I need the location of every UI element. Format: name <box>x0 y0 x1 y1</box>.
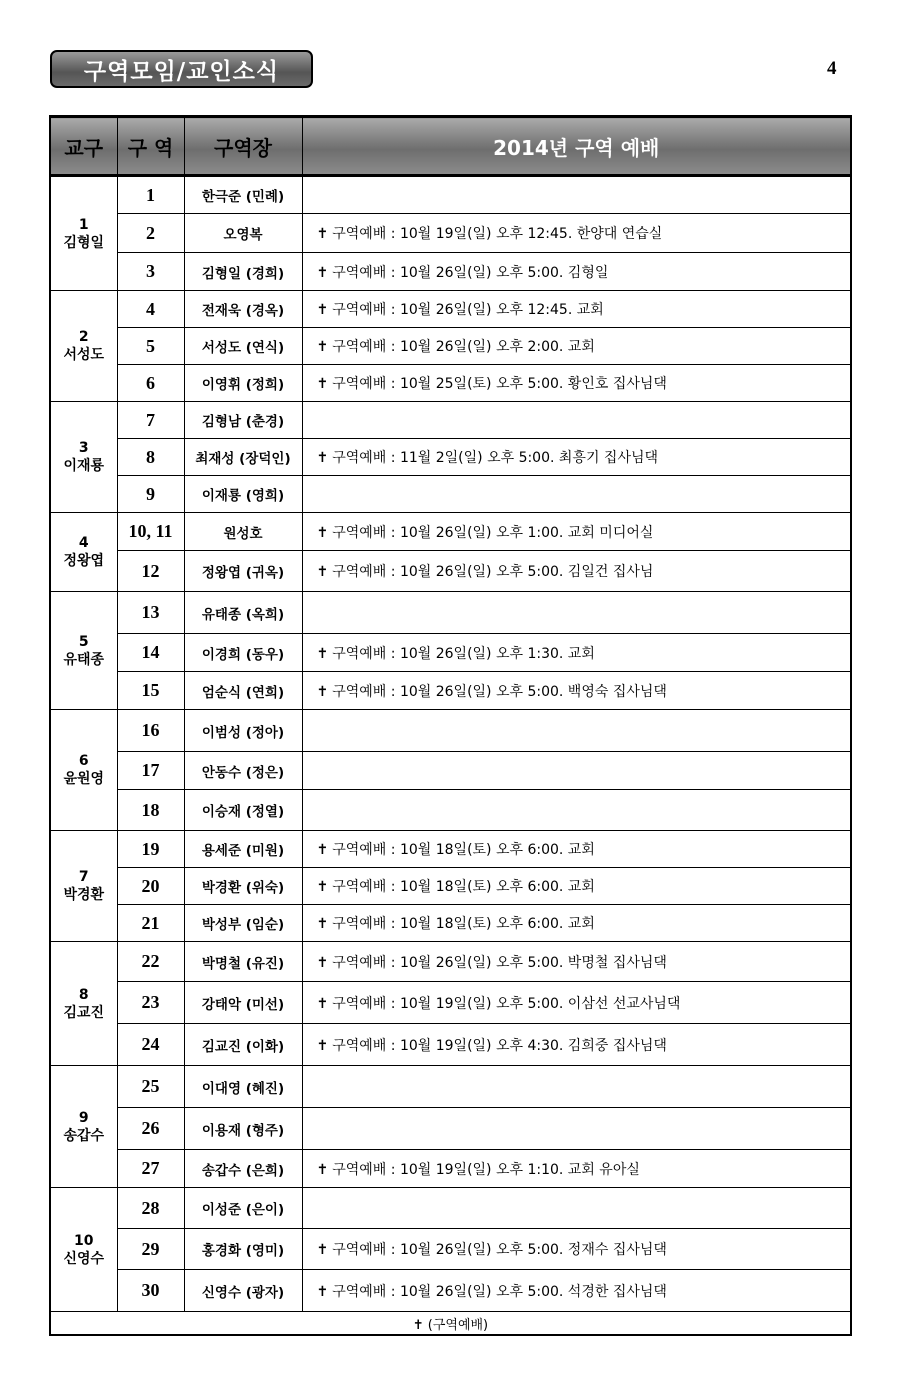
worship-schedule-cell <box>302 942 851 982</box>
district-leader: 이범성 (정아) <box>184 710 302 752</box>
parish-number: 1 <box>78 216 89 233</box>
worship-schedule: 구역예배 : 10월 26일(일) 오후 5:00. 박명철 집사님댁 <box>332 954 667 971</box>
parish-leader: 신영수 <box>63 1250 105 1267</box>
district-leader: 원성호 <box>184 513 302 551</box>
parish-number: 6 <box>78 753 89 769</box>
parish-cell <box>50 592 117 710</box>
district-leader: 김형일 (경희) <box>184 253 302 291</box>
parish-number: 3 <box>78 440 89 456</box>
district-leader: 홍경화 (영미) <box>184 1229 302 1270</box>
parish-cell <box>50 1188 117 1312</box>
parish-cell <box>50 710 117 831</box>
parish-leader: 이재룡 <box>63 458 105 474</box>
table-row <box>50 1150 851 1188</box>
cross-icon: ✝ <box>412 1317 424 1333</box>
district-number: 21 <box>117 905 184 942</box>
district-leader: 서성도 (연식) <box>184 328 302 365</box>
worship-schedule-cell <box>302 1270 851 1312</box>
district-number: 2 <box>117 214 184 253</box>
worship-schedule: 구역예배 : 10월 19일(일) 오후 5:00. 이삼선 선교사님댁 <box>332 995 681 1012</box>
parish-number: 8 <box>78 986 89 1003</box>
district-number: 10, 11 <box>117 513 184 551</box>
worship-schedule-cell <box>302 672 851 710</box>
table-row <box>50 214 851 253</box>
parish-number: 5 <box>78 633 89 650</box>
parish-leader: 유태종 <box>63 651 105 668</box>
district-leader: 박성부 (임순) <box>184 905 302 942</box>
district-leader: 이용재 (형주) <box>184 1108 302 1150</box>
district-number: 14 <box>117 634 184 672</box>
district-number: 19 <box>117 831 184 868</box>
table-row <box>50 1188 851 1229</box>
district-leader: 이대영 (혜진) <box>184 1066 302 1108</box>
parish-cell <box>50 402 117 513</box>
district-number: 24 <box>117 1024 184 1066</box>
footer-legend-cell <box>50 1312 851 1336</box>
district-number: 7 <box>117 402 184 439</box>
table-row <box>50 831 851 868</box>
table-row <box>50 1108 851 1150</box>
district-number: 16 <box>117 710 184 752</box>
district-number: 30 <box>117 1270 184 1312</box>
district-number: 3 <box>117 253 184 291</box>
district-leader: 오영복 <box>184 214 302 253</box>
district-worship-table <box>49 115 852 1336</box>
cross-icon: ✝ <box>316 376 329 392</box>
worship-schedule-cell <box>302 790 851 831</box>
worship-schedule: 구역예배 : 10월 26일(일) 오후 5:00. 김일건 집사님 <box>332 564 654 580</box>
table-row <box>50 328 851 365</box>
cross-icon: ✝ <box>316 954 329 971</box>
table-row <box>50 551 851 592</box>
worship-schedule-cell <box>302 291 851 328</box>
district-number: 28 <box>117 1188 184 1229</box>
cross-icon: ✝ <box>316 995 329 1012</box>
district-number: 4 <box>117 291 184 328</box>
parish-cell <box>50 1066 117 1188</box>
footer-row <box>50 1312 851 1336</box>
cross-icon: ✝ <box>316 842 329 858</box>
district-leader: 전재욱 (경옥) <box>184 291 302 328</box>
table-row <box>50 982 851 1024</box>
table-row <box>50 905 851 942</box>
worship-schedule: 구역예배 : 10월 19일(일) 오후 1:10. 교회 유아실 <box>332 1161 640 1178</box>
parish-cell <box>50 513 117 592</box>
district-leader: 박경환 (위숙) <box>184 868 302 905</box>
district-number: 5 <box>117 328 184 365</box>
footer-legend: (구역예배) <box>427 1317 489 1333</box>
worship-schedule-cell <box>302 214 851 253</box>
district-leader: 유태종 (옥희) <box>184 592 302 634</box>
parish-cell <box>50 942 117 1066</box>
page-number: 4 <box>827 58 837 79</box>
parish-leader: 김교진 <box>63 1004 105 1021</box>
district-leader: 강태악 (미선) <box>184 982 302 1024</box>
district-number: 6 <box>117 365 184 402</box>
cross-icon: ✝ <box>316 645 329 662</box>
table-row <box>50 253 851 291</box>
district-leader: 정왕엽 (귀옥) <box>184 551 302 592</box>
worship-schedule-cell <box>302 551 851 592</box>
table-row <box>50 634 851 672</box>
district-number: 12 <box>117 551 184 592</box>
worship-schedule: 구역예배 : 10월 19일(일) 오후 12:45. 한양대 연습실 <box>332 226 663 242</box>
table-row <box>50 513 851 551</box>
worship-schedule-cell <box>302 1066 851 1108</box>
worship-schedule-cell <box>302 476 851 513</box>
district-leader: 이재룡 (영희) <box>184 476 302 513</box>
district-leader: 이승재 (정열) <box>184 790 302 831</box>
table-row <box>50 1270 851 1312</box>
table-row <box>50 868 851 905</box>
cross-icon: ✝ <box>316 1037 329 1054</box>
worship-schedule: 구역예배 : 10월 26일(일) 오후 1:00. 교회 미디어실 <box>332 524 654 541</box>
district-number: 29 <box>117 1229 184 1270</box>
district-number: 20 <box>117 868 184 905</box>
parish-cell <box>50 176 117 291</box>
cross-icon: ✝ <box>316 450 329 466</box>
worship-schedule-cell <box>302 328 851 365</box>
worship-schedule: 구역예배 : 11월 2일(일) 오후 5:00. 최흥기 집사님댁 <box>332 450 659 466</box>
parish-number: 7 <box>78 869 89 885</box>
cross-icon: ✝ <box>316 879 329 895</box>
district-number: 9 <box>117 476 184 513</box>
worship-schedule-cell <box>302 1150 851 1188</box>
worship-schedule-cell <box>302 253 851 291</box>
worship-schedule-cell <box>302 868 851 905</box>
district-number: 15 <box>117 672 184 710</box>
worship-schedule: 구역예배 : 10월 25일(토) 오후 5:00. 황인호 집사님댁 <box>332 376 667 392</box>
cross-icon: ✝ <box>316 524 329 541</box>
col-header-district: 구 역 <box>117 117 184 176</box>
section-title: 구역모임/교인소식 <box>83 57 280 85</box>
cross-icon: ✝ <box>316 564 329 580</box>
district-leader: 이경희 (동우) <box>184 634 302 672</box>
worship-schedule-cell <box>302 176 851 214</box>
parish-number: 10 <box>74 1232 94 1249</box>
worship-schedule-cell <box>302 905 851 942</box>
worship-schedule-cell <box>302 513 851 551</box>
parish-number: 9 <box>78 1109 89 1126</box>
worship-schedule: 구역예배 : 10월 26일(일) 오후 5:00. 김형일 <box>332 264 609 281</box>
district-leader: 용세준 (미원) <box>184 831 302 868</box>
parish-leader: 송갑수 <box>63 1127 105 1144</box>
table-body <box>50 176 851 1312</box>
cross-icon: ✝ <box>316 1283 329 1300</box>
worship-schedule-cell <box>302 634 851 672</box>
district-leader: 최재성 (장덕인) <box>184 439 302 476</box>
table-row <box>50 790 851 831</box>
parish-leader: 정왕엽 <box>63 553 105 569</box>
worship-schedule-cell <box>302 365 851 402</box>
col-header-district-leader: 구역장 <box>184 117 302 176</box>
col-header-parish: 교구 <box>50 117 117 176</box>
cross-icon: ✝ <box>316 302 329 318</box>
district-leader: 이영휘 (정희) <box>184 365 302 402</box>
table-row <box>50 1229 851 1270</box>
district-leader: 안동수 (정은) <box>184 752 302 790</box>
table-row <box>50 1066 851 1108</box>
cross-icon: ✝ <box>316 1161 329 1178</box>
district-number: 23 <box>117 982 184 1024</box>
worship-schedule-cell <box>302 1229 851 1270</box>
table-row <box>50 176 851 214</box>
district-number: 22 <box>117 942 184 982</box>
cross-icon: ✝ <box>316 264 329 281</box>
table-row <box>50 752 851 790</box>
worship-schedule: 구역예배 : 10월 19일(일) 오후 4:30. 김희중 집사님댁 <box>332 1037 667 1054</box>
worship-schedule-cell <box>302 982 851 1024</box>
cross-icon: ✝ <box>316 226 329 242</box>
table-row <box>50 672 851 710</box>
worship-schedule-cell <box>302 1108 851 1150</box>
parish-leader: 윤원영 <box>63 771 105 787</box>
table-header-row <box>50 117 851 176</box>
worship-schedule: 구역예배 : 10월 26일(일) 오후 12:45. 교회 <box>332 302 604 318</box>
district-number: 18 <box>117 790 184 831</box>
table-row <box>50 942 851 982</box>
district-number: 26 <box>117 1108 184 1150</box>
district-number: 8 <box>117 439 184 476</box>
parish-leader: 서성도 <box>63 347 105 363</box>
district-leader: 엄순식 (연희) <box>184 672 302 710</box>
worship-schedule-cell <box>302 752 851 790</box>
table-row <box>50 365 851 402</box>
worship-schedule-cell <box>302 402 851 439</box>
worship-schedule-cell <box>302 439 851 476</box>
parish-cell <box>50 291 117 402</box>
cross-icon: ✝ <box>316 339 329 355</box>
worship-schedule: 구역예배 : 10월 18일(토) 오후 6:00. 교회 <box>332 842 595 858</box>
col-header-worship: 2014년 구역 예배 <box>302 117 851 176</box>
parish-number: 4 <box>78 535 89 551</box>
table-row <box>50 291 851 328</box>
cross-icon: ✝ <box>316 916 329 932</box>
district-number: 27 <box>117 1150 184 1188</box>
worship-schedule: 구역예배 : 10월 26일(일) 오후 5:00. 백영숙 집사님댁 <box>332 683 667 700</box>
district-leader: 한극준 (민례) <box>184 176 302 214</box>
parish-number: 2 <box>78 329 89 345</box>
worship-schedule-cell <box>302 592 851 634</box>
district-leader: 이성준 (은이) <box>184 1188 302 1229</box>
table-row <box>50 1024 851 1066</box>
district-number: 17 <box>117 752 184 790</box>
district-leader: 박명철 (유진) <box>184 942 302 982</box>
worship-schedule-cell <box>302 1024 851 1066</box>
table-row <box>50 710 851 752</box>
worship-schedule: 구역예배 : 10월 26일(일) 오후 5:00. 석경한 집사님댁 <box>332 1283 667 1300</box>
section-title-box <box>50 50 313 88</box>
district-leader: 신영수 (광자) <box>184 1270 302 1312</box>
worship-schedule: 구역예배 : 10월 26일(일) 오후 1:30. 교회 <box>332 645 595 662</box>
table-row <box>50 402 851 439</box>
worship-schedule: 구역예배 : 10월 18일(토) 오후 6:00. 교회 <box>332 916 595 932</box>
district-leader: 송갑수 (은희) <box>184 1150 302 1188</box>
worship-schedule: 구역예배 : 10월 18일(토) 오후 6:00. 교회 <box>332 879 595 895</box>
table-row <box>50 476 851 513</box>
district-leader: 김교진 (이화) <box>184 1024 302 1066</box>
cross-icon: ✝ <box>316 683 329 700</box>
parish-cell <box>50 831 117 942</box>
worship-schedule-cell <box>302 1188 851 1229</box>
district-number: 1 <box>117 176 184 214</box>
district-leader: 김형남 (춘경) <box>184 402 302 439</box>
cross-icon: ✝ <box>316 1242 329 1258</box>
worship-schedule-cell <box>302 831 851 868</box>
table-row <box>50 439 851 476</box>
parish-leader: 박경환 <box>63 887 105 903</box>
worship-schedule-cell <box>302 710 851 752</box>
worship-schedule: 구역예배 : 10월 26일(일) 오후 5:00. 정재수 집사님댁 <box>332 1242 667 1258</box>
table-row <box>50 592 851 634</box>
district-number: 25 <box>117 1066 184 1108</box>
district-number: 13 <box>117 592 184 634</box>
parish-leader: 김형일 <box>63 234 105 251</box>
worship-schedule: 구역예배 : 10월 26일(일) 오후 2:00. 교회 <box>332 339 595 355</box>
